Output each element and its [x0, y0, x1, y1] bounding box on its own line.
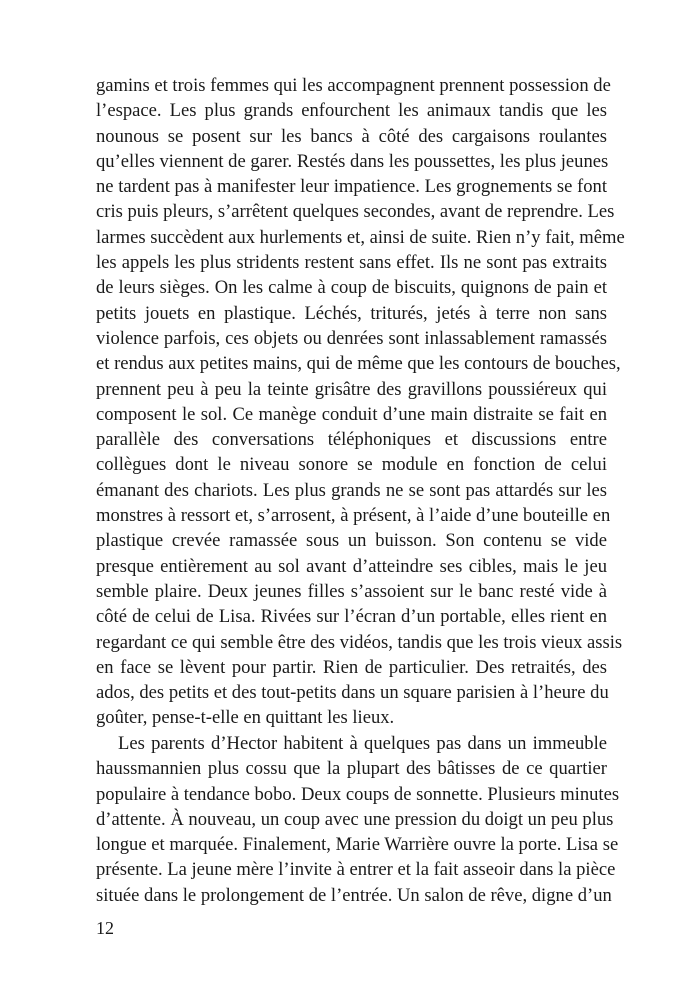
text-line: présente. La jeune mère l’invite à entrer et la fait asseoir dans la pièce: [96, 859, 616, 881]
text-line: l’espace. Les plus grands enfourchent les animaux tandis que les: [96, 100, 607, 122]
text-line: ados, des petits et des tout-petits dans un square parisien à l’heure du: [96, 682, 609, 704]
text-line: gamins et trois femmes qui les accompagnent prennent possession de: [96, 75, 611, 96]
text-line: goûter, pense-t-elle en quittant les lieux.: [96, 707, 395, 729]
text-line: plastique crevée ramassée sous un buisson. Son contenu se vide: [96, 530, 607, 552]
text-line: violence parfois, ces objets ou denrées sont inlassablement ramassés: [96, 327, 607, 349]
text-line: émanant des chariots. Les plus grands ne se sont pas attardés sur les: [96, 479, 607, 501]
text-line: collègues dont le niveau sonore se module en fonction de celui: [96, 454, 607, 476]
text-line: composent le sol. Ce manège conduit d’une main distraite se fait en: [96, 403, 607, 425]
text-line: ne tardent pas à manifester leur impatience. Les grognements se font: [96, 176, 607, 198]
text-line: d’attente. À nouveau, un coup avec une pression du doigt un peu plus: [96, 808, 614, 830]
text-line: semble plaire. Deux jeunes filles s’assoient sur le banc resté vide à: [96, 580, 607, 602]
text-line: Les parents d’Hector habitent à quelques pas dans un immeuble: [118, 733, 607, 754]
text-line: presque entièrement au sol avant d’atteindre ses cibles, mais le jeu: [96, 555, 607, 577]
page-number: 12: [96, 918, 114, 938]
text-line: petits jouets en plastique. Léchés, triturés, jetés à terre non sans: [96, 302, 607, 324]
text-line: regardant ce qui semble être des vidéos, tandis que les trois vieux assis: [96, 631, 623, 653]
text-line: et rendus aux petites mains, qui de même que les contours de bouches,: [96, 353, 621, 375]
text-line: larmes succèdent aux hurlements et, ainsi de suite. Rien n’y fait, même: [96, 226, 625, 248]
text-line: parallèle des conversations téléphoniques et discussions entre: [96, 429, 607, 451]
text-line: en face se lèvent pour partir. Rien de particulier. Des retraités, des: [96, 656, 607, 678]
text-line: qu’elles viennent de garer. Restés dans les poussettes, les plus jeunes: [96, 150, 609, 172]
text-line: côté de celui de Lisa. Rivées sur l’écran d’un portable, elles rient en: [96, 606, 607, 628]
text-line: située dans le prolongement de l’entrée. Un salon de rêve, digne d’un: [96, 884, 612, 906]
text-line: longue et marquée. Finalement, Marie Warrière ouvre la porte. Lisa se: [96, 834, 619, 856]
text-line: haussmannien plus cossu que la plupart des bâtisses de ce quartier: [96, 758, 607, 780]
text-line: populaire à tendance bobo. Deux coups de sonnette. Plusieurs minutes: [96, 783, 620, 805]
text-line: prennent peu à peu la teinte grisâtre des gravillons poussiéreux qui: [96, 378, 607, 400]
paragraph-2: [96, 731, 620, 908]
text-line: les appels les plus stridents restent sans effet. Ils ne sont pas extraits: [96, 252, 607, 274]
text-line: de leurs sièges. On les calme à coup de biscuits, quignons de pain et: [96, 277, 607, 299]
text-line: monstres à ressort et, s’arrosent, à présent, à l’aide d’une bouteille en: [96, 505, 611, 527]
text-line: nounous se posent sur les bancs à côté des cargaisons roulantes: [96, 125, 607, 147]
text-line: cris puis pleurs, s’arrêtent quelques secondes, avant de reprendre. Les: [96, 201, 615, 223]
paragraph-1: [96, 73, 625, 731]
